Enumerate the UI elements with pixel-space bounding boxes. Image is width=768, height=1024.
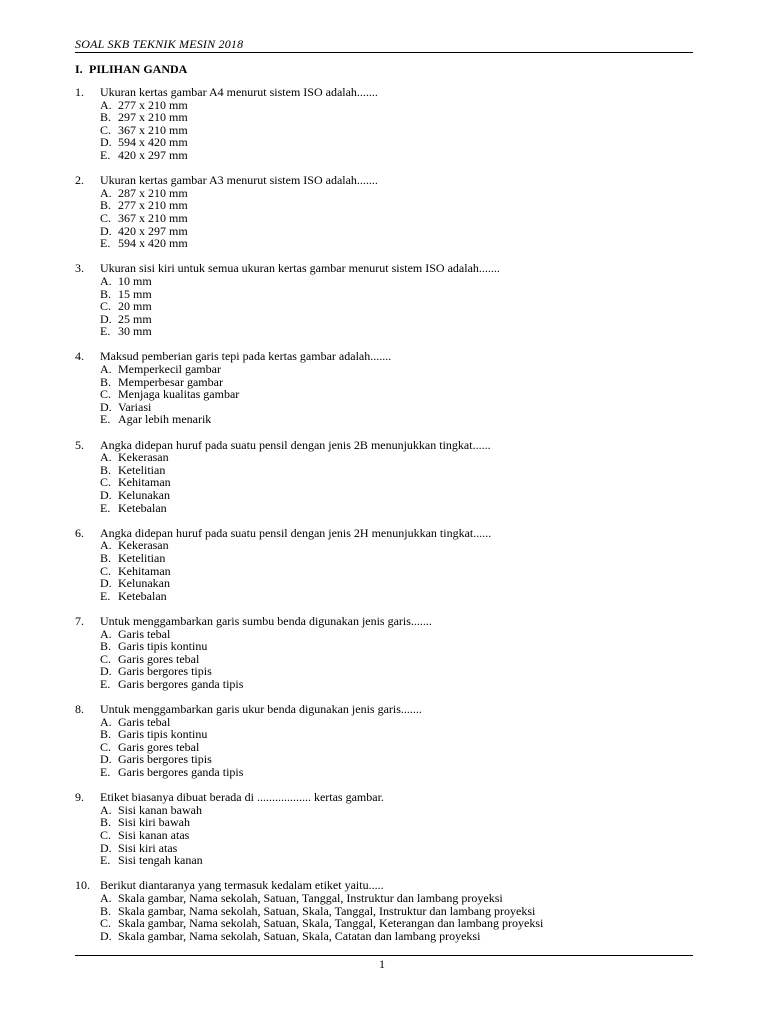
answer-option	[75, 539, 693, 552]
option-letter: B.	[100, 903, 112, 918]
option-text: Sisi kiri bawah	[118, 815, 190, 830]
answer-option	[75, 829, 693, 842]
option-letter: B.	[100, 198, 112, 213]
option-text: Kelunakan	[118, 488, 170, 502]
answer-option	[75, 917, 693, 930]
option-letter: A.	[100, 97, 112, 112]
option-text: Garis tebal	[118, 626, 171, 641]
option-text: 420 x 297 mm	[118, 223, 188, 238]
question-number: 5.	[75, 437, 84, 452]
answer-option	[75, 552, 693, 565]
question-number: 1.	[75, 85, 84, 99]
question-number: 2.	[75, 173, 84, 188]
section-label: PILIHAN GANDA	[89, 62, 188, 76]
question-text: Ukuran sisi kiri untuk semua ukuran kertas gambar menurut sistem ISO adalah.......	[100, 261, 500, 276]
option-letter: B.	[100, 286, 112, 301]
question-number: 7.	[75, 613, 84, 628]
option-text: Garis bergores ganda tipis	[118, 676, 244, 691]
option-letter: D.	[100, 752, 112, 767]
option-text: Ketelitian	[118, 550, 166, 565]
question-item	[75, 86, 693, 162]
option-letter: A.	[100, 362, 112, 377]
answer-option	[75, 413, 693, 426]
option-letter: D.	[100, 928, 112, 943]
option-text: 287 x 210 mm	[118, 185, 188, 200]
option-letter: C.	[100, 122, 112, 137]
option-letter: E.	[100, 236, 111, 251]
option-text: 25 mm	[118, 311, 152, 326]
answer-option	[75, 212, 693, 225]
option-text: Skala gambar, Nama sekolah, Satuan, Skala, Tanggal, Instruktur dan lambang proyeksi	[118, 903, 536, 918]
header-divider	[75, 52, 693, 53]
option-text: 594 x 420 mm	[118, 135, 188, 150]
option-letter: C.	[100, 387, 112, 402]
option-text: Kekerasan	[118, 450, 169, 465]
question-stem	[75, 174, 693, 187]
answer-option	[75, 854, 693, 867]
option-text: Skala gambar, Nama sekolah, Satuan, Skala, Tanggal, Keterangan dan lambang proyeksi	[118, 916, 544, 931]
answer-option	[75, 577, 693, 590]
option-text: 15 mm	[118, 286, 152, 301]
question-text: Untuk menggambarkan garis ukur benda digunakan jenis garis.......	[100, 702, 422, 717]
option-text: Garis tipis kontinu	[118, 639, 208, 654]
option-text: Sisi kanan atas	[118, 828, 190, 843]
option-letter: D.	[100, 664, 112, 679]
option-letter: B.	[100, 815, 112, 830]
option-letter: D.	[100, 488, 112, 502]
answer-option	[75, 640, 693, 653]
option-letter: E.	[100, 147, 111, 162]
question-text: Etiket biasanya dibuat berada di .................. kertas gambar.	[100, 790, 384, 805]
question-number: 3.	[75, 261, 84, 276]
option-letter: A.	[100, 185, 112, 200]
question-item	[75, 879, 693, 942]
option-text: Variasi	[118, 399, 152, 414]
option-letter: D.	[100, 223, 112, 238]
answer-option	[75, 275, 693, 288]
answer-option	[75, 766, 693, 779]
question-item	[75, 439, 693, 515]
option-letter: E.	[100, 500, 111, 515]
option-letter: A.	[100, 273, 112, 288]
option-letter: C.	[100, 299, 112, 314]
option-text: Agar lebih menarik	[118, 412, 212, 427]
option-letter: C.	[100, 651, 112, 666]
option-letter: D.	[100, 311, 112, 326]
answer-option	[75, 363, 693, 376]
answer-option	[75, 325, 693, 338]
question-stem	[75, 86, 693, 99]
option-text: Ketebalan	[118, 500, 167, 515]
option-letter: C.	[100, 739, 112, 754]
option-text: Sisi kanan bawah	[118, 802, 202, 817]
question-text: Berikut diantaranya yang termasuk kedalam etiket yaitu.....	[100, 878, 384, 893]
option-letter: A.	[100, 714, 112, 729]
question-item	[75, 174, 693, 250]
option-text: 277 x 210 mm	[118, 198, 188, 213]
option-text: Kehitaman	[118, 563, 171, 578]
option-letter: C.	[100, 828, 112, 843]
question-item	[75, 791, 693, 867]
footer-divider	[75, 955, 693, 956]
option-letter: A.	[100, 450, 112, 465]
option-letter: B.	[100, 462, 112, 477]
question-list	[75, 86, 693, 955]
option-letter: D.	[100, 576, 112, 591]
option-text: Garis gores tebal	[118, 651, 200, 666]
option-text: Garis bergores ganda tipis	[118, 765, 244, 780]
option-text: Memperkecil gambar	[118, 362, 221, 377]
option-text: 20 mm	[118, 299, 152, 314]
option-letter: A.	[100, 891, 112, 905]
option-letter: B.	[100, 727, 112, 742]
option-letter: B.	[100, 374, 112, 389]
option-text: Menjaga kualitas gambar	[118, 387, 240, 402]
question-item	[75, 350, 693, 426]
option-letter: E.	[100, 853, 111, 868]
answer-option	[75, 489, 693, 502]
answer-option	[75, 313, 693, 326]
document-header-title: SOAL SKB TEKNIK MESIN 2018	[75, 37, 244, 51]
option-text: Kekerasan	[118, 538, 169, 553]
option-text: 30 mm	[118, 324, 152, 339]
option-text: 297 x 210 mm	[118, 110, 188, 125]
option-text: Garis tipis kontinu	[118, 727, 208, 742]
option-letter: C.	[100, 916, 112, 931]
question-number: 8.	[75, 702, 84, 717]
option-letter: C.	[100, 563, 112, 578]
option-text: Garis tebal	[118, 714, 171, 729]
option-letter: E.	[100, 676, 111, 691]
section-title	[75, 62, 187, 77]
question-number: 6.	[75, 525, 84, 540]
answer-option	[75, 111, 693, 124]
option-text: 420 x 297 mm	[118, 147, 188, 162]
option-text: Kehitaman	[118, 475, 171, 490]
option-letter: A.	[100, 626, 112, 641]
question-item	[75, 262, 693, 338]
answer-option	[75, 451, 693, 464]
option-text: Skala gambar, Nama sekolah, Satuan, Skala, Catatan dan lambang proyeksi	[118, 928, 481, 943]
option-letter: E.	[100, 324, 111, 339]
answer-option	[75, 300, 693, 313]
question-stem	[75, 703, 693, 716]
option-letter: B.	[100, 550, 112, 565]
question-text: Angka didepan huruf pada suatu pensil dengan jenis 2H menunjukkan tingkat......	[100, 525, 492, 540]
question-item	[75, 527, 693, 603]
question-number: 10.	[75, 878, 90, 893]
question-text: Ukuran kertas gambar A4 menurut sistem ISO adalah.......	[100, 85, 378, 99]
answer-option	[75, 237, 693, 250]
option-letter: D.	[100, 135, 112, 150]
option-letter: E.	[100, 588, 111, 603]
question-text: Maksud pemberian garis tepi pada kertas gambar adalah.......	[100, 349, 392, 364]
question-item	[75, 615, 693, 691]
question-stem	[75, 615, 693, 628]
question-stem	[75, 262, 693, 275]
question-item	[75, 703, 693, 779]
option-letter: E.	[100, 765, 111, 780]
option-letter: D.	[100, 399, 112, 414]
answer-option	[75, 288, 693, 301]
question-text: Ukuran kertas gambar A3 menurut sistem ISO adalah.......	[100, 173, 378, 188]
option-text: Skala gambar, Nama sekolah, Satuan, Tanggal, Instruktur dan lambang proyeksi	[118, 891, 503, 905]
question-text: Angka didepan huruf pada suatu pensil dengan jenis 2B menunjukkan tingkat......	[100, 437, 491, 452]
option-text: 367 x 210 mm	[118, 210, 188, 225]
answer-option	[75, 149, 693, 162]
option-letter: D.	[100, 840, 112, 855]
option-letter: B.	[100, 110, 112, 125]
question-number: 9.	[75, 790, 84, 805]
answer-option	[75, 388, 693, 401]
option-text: Sisi kiri atas	[118, 840, 178, 855]
option-text: Kelunakan	[118, 576, 170, 591]
option-text: Ketelitian	[118, 462, 166, 477]
question-stem	[75, 791, 693, 804]
option-text: 277 x 210 mm	[118, 97, 188, 112]
option-text: Memperbesar gambar	[118, 374, 223, 389]
option-letter: A.	[100, 802, 112, 817]
answer-option	[75, 590, 693, 603]
page-number: 1	[379, 957, 385, 971]
option-text: 594 x 420 mm	[118, 236, 188, 251]
question-text: Untuk menggambarkan garis sumbu benda digunakan jenis garis.......	[100, 613, 432, 628]
option-letter: A.	[100, 538, 112, 553]
answer-option	[75, 678, 693, 691]
option-letter: E.	[100, 412, 111, 427]
option-text: Garis bergores tipis	[118, 664, 212, 679]
section-number: I.	[75, 62, 83, 76]
option-text: Garis gores tebal	[118, 739, 200, 754]
option-letter: C.	[100, 210, 112, 225]
option-text: 367 x 210 mm	[118, 122, 188, 137]
answer-option	[75, 930, 693, 943]
answer-option	[75, 728, 693, 741]
question-number: 4.	[75, 349, 84, 364]
option-text: Garis bergores tipis	[118, 752, 212, 767]
option-letter: B.	[100, 639, 112, 654]
option-text: 10 mm	[118, 273, 152, 288]
answer-option	[75, 502, 693, 515]
option-letter: C.	[100, 475, 112, 490]
option-text: Sisi tengah kanan	[118, 853, 203, 868]
answer-option	[75, 892, 693, 905]
option-text: Ketebalan	[118, 588, 167, 603]
